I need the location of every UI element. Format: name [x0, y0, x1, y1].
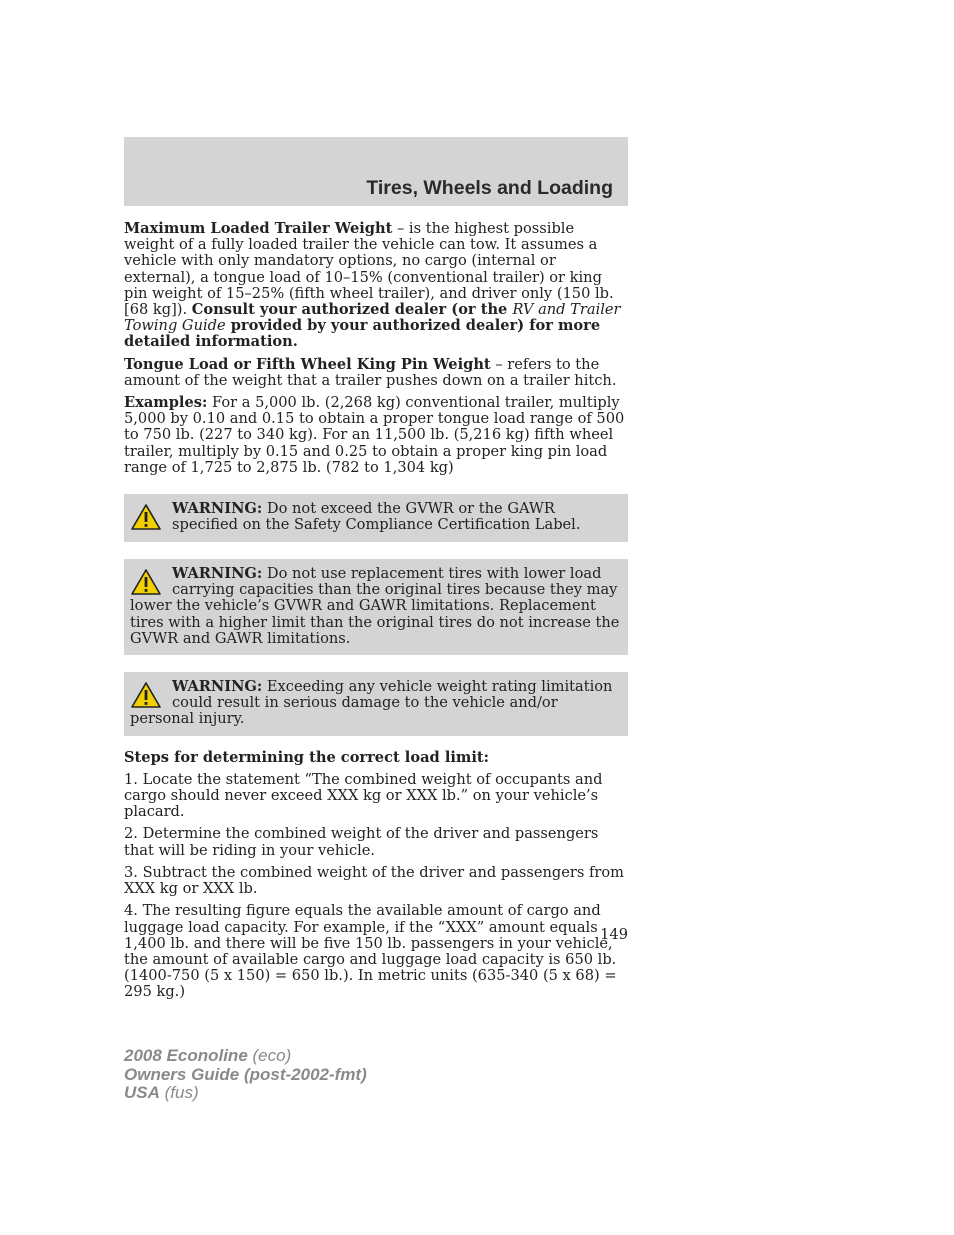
- warning-body: Exceeding any vehicle weight rating limitation could result in serious damage to the vehicle and/or personal injury.: [130, 678, 613, 728]
- footer-model: 2008 Econoline: [124, 1046, 248, 1065]
- guide-title: RV and Trailer Towing Guide: [124, 301, 621, 335]
- paragraph-bold-text: Consult your authorized dealer (or the: [191, 301, 513, 319]
- steps-title: Steps for determining the correct load limit:: [124, 748, 490, 766]
- step-item: 1. Locate the statement “The combined weight of occupants and cargo should never exceed XXX kg or XXX lb.” on your vehicle’s placard.: [124, 770, 603, 821]
- warning-triangle-icon: [130, 568, 162, 596]
- paragraph-bold-text: provided by your authorized dealer) for more detailed information.: [124, 317, 601, 351]
- term-max-loaded-trailer-weight: Maximum Loaded Trailer Weight: [124, 220, 393, 237]
- footer-guide: Owners Guide (post-2002-fmt): [124, 1064, 367, 1084]
- footer-line: [124, 1047, 367, 1066]
- warning-body: Do not use replacement tires with lower load carrying capacities than the original tires because they may lower the vehicle’s GVWR and GAWR limitations. Replacement tires with a higher limit than the original tires do not increase the GVWR and GAWR limitations.: [130, 565, 620, 647]
- page-number: 149: [600, 926, 628, 943]
- warning-box: [124, 559, 628, 655]
- paragraph-max-loaded-trailer-weight: [124, 221, 628, 351]
- warning-body: Do not exceed the GVWR or the GAWR specified on the Safety Compliance Certification Label.: [172, 500, 581, 534]
- footer: [124, 1047, 367, 1103]
- warning-text: [130, 566, 620, 647]
- step-item: 3. Subtract the combined weight of the driver and passengers from XXX kg or XXX lb.: [124, 863, 624, 898]
- warning-text: [130, 501, 620, 533]
- paragraph-tongue-load: [124, 357, 628, 389]
- paragraph-text: For a 5,000 lb. (2,268 kg) conventional trailer, multiply 5,000 by 0.10 and 0.15 to obtain a proper tongue load range of 500 to 750 lb. (227 to 340 kg). For an 11,500 lb. (5,216 kg) fifth wheel trailer, multiply by 0.15 and 0.25 to obtain a proper king pin load range of 1,725 to 2,875 lb. (782 to 1,304 kg): [124, 394, 625, 476]
- term-tongue-load: Tongue Load or Fifth Wheel King Pin Weight: [124, 355, 491, 373]
- footer-market: USA: [124, 1083, 160, 1102]
- paragraph-text: – refers to the amount of the weight that a trailer pushes down on a trailer hitch.: [124, 355, 617, 389]
- footer-model-code: (eco): [247, 1046, 292, 1065]
- page-content: [124, 221, 628, 1007]
- footer-line: [124, 1084, 367, 1103]
- warning-label: WARNING:: [172, 565, 263, 583]
- paragraph-text: – is the highest possible weight of a fully loaded trailer the vehicle can tow. It assumes a vehicle with only mandatory options, no cargo (internal or external), a tongue load of 10–15% (conventional trailer) or king pin weight of 15–25% (fifth wheel trailer), and driver only (150 lb. [68 kg]).: [124, 220, 614, 319]
- warning-box: [124, 672, 628, 736]
- header-band: [124, 137, 628, 206]
- section-title: Tires, Wheels and Loading: [366, 177, 613, 199]
- warning-text: [130, 679, 620, 728]
- step-item: 2. Determine the combined weight of the driver and passengers that will be riding in your vehicle.: [124, 825, 599, 859]
- warning-triangle-icon: [130, 681, 162, 709]
- step-item: 4. The resulting figure equals the available amount of cargo and luggage load capacity. For example, if the “XXX” amount equals 1,400 lb. and there will be five 150 lb. passengers in your vehicle, the amount of available cargo and luggage load capacity is 650 lb. (1400-750 (5 x 150) = 650 lb.). In metric units (635-340 (5 x 68) = 295 kg.): [124, 902, 617, 1001]
- warning-label: WARNING:: [172, 500, 263, 518]
- term-examples: Examples:: [124, 394, 208, 412]
- footer-market-code: (fus): [159, 1083, 199, 1102]
- paragraph-examples: [124, 395, 628, 476]
- warning-box: [124, 494, 628, 542]
- warning-label: WARNING:: [172, 678, 263, 696]
- warning-triangle-icon: [130, 503, 162, 531]
